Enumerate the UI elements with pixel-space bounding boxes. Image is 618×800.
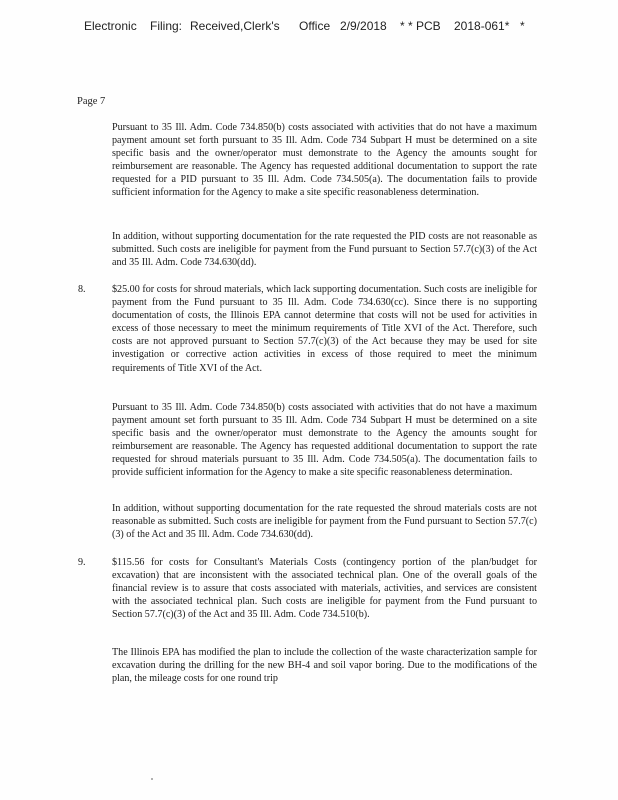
- stamp-word: Received,Clerk's: [190, 19, 280, 33]
- page-number: Page 7: [77, 96, 106, 107]
- paragraph-pid-ineligible: In addition, without supporting documentation for the rate requested the PID costs are not reasonable as submitted. Such costs are ineligible for payment from the Fund pursuant to Section 57.7(c)(3) of the Act and 35 Ill. Adm. Code 734.630(dd).: [112, 231, 537, 269]
- stamp-word: 2/9/2018: [340, 19, 387, 33]
- stamp-word: *: [520, 19, 525, 33]
- paragraph-shroud-documentation: $25.00 for costs for shroud materials, which lack supporting documentation. Such costs are ineligible for payment from the Fund pursuant to 35 Ill. Adm. Code 734.630(cc). Since there is no supporting documentation of costs, the Illinois EPA cannot determine that costs will not be used for activities in excess of those necessary to meet the minimum requirements of Title XVI of the Act. Therefore, such costs are not approved pursuant to Section 57.7(c)(3) of the Act because they may be used for site investigation or corrective action activities in excess of those required to meet the minimum requirements of Title XVI of the Act.: [112, 284, 537, 374]
- stamp-word: * * PCB: [400, 19, 441, 33]
- scan-speck: [151, 778, 153, 780]
- paragraph-plan-modification: The Illinois EPA has modified the plan to include the collection of the waste characterization sample for excavation during the drilling for the new BH-4 and soil vapor boring. Due to the modifications of the plan, the mileage costs for one round trip: [112, 647, 537, 685]
- paragraph-materials-costs: $115.56 for costs for Consultant's Materials Costs (contingency portion of the plan/budget for excavation) that are inconsistent with the associated technical plan. One of the overall goals of the financial review is to assure that costs associated with materials, activities, and services are consistent with the associated technical plan. Such costs are ineligible for payment from the Fund pursuant to Section 57.7(c)(3) of the Act and 35 Ill. Adm. Code 734.510(b).: [112, 557, 537, 621]
- item-number-9: 9.: [78, 557, 86, 568]
- paragraph-shroud-ineligible: In addition, without supporting documentation for the rate requested the shroud materials costs are not reasonable as submitted. Such costs are ineligible for payment from the Fund pursuant to Section 57.7(c)(3) of the Act and 35 Ill. Adm. Code 734.630(dd).: [112, 503, 537, 541]
- stamp-word: 2018-061*: [454, 19, 510, 33]
- stamp-word: Filing:: [150, 19, 183, 33]
- stamp-word: Office: [299, 19, 331, 33]
- paragraph-pid-reasonableness: Pursuant to 35 Ill. Adm. Code 734.850(b) costs associated with activities that do not have a maximum payment amount set forth pursuant to 35 Ill. Adm. Code 734 Subpart H must be determined on a site specific basis and the owner/operator must demonstrate to the Agency the amounts sought for reimbursement are reasonable. The Agency has requested additional documentation to support the rate requested for a PID pursuant to 35 Ill. Adm. Code 734.505(a). The documentation fails to provide sufficient information for the Agency to make a site specific reasonableness determination.: [112, 122, 537, 199]
- item-number-8: 8.: [78, 284, 86, 295]
- stamp-word: Electronic: [84, 19, 137, 33]
- paragraph-shroud-reasonableness: Pursuant to 35 Ill. Adm. Code 734.850(b) costs associated with activities that do not have a maximum payment amount set forth pursuant to 35 Ill. Adm. Code 734 Subpart H must be determined on a site specific basis and the owner/operator must demonstrate to the Agency the amounts sought for reimbursement are reasonable. The Agency has requested additional documentation to support the rate requested for shroud materials pursuant to 35 Ill. Adm. Code 734.505(a). The documentation fails to provide sufficient information for the Agency to make a site specific reasonableness determination.: [112, 402, 537, 479]
